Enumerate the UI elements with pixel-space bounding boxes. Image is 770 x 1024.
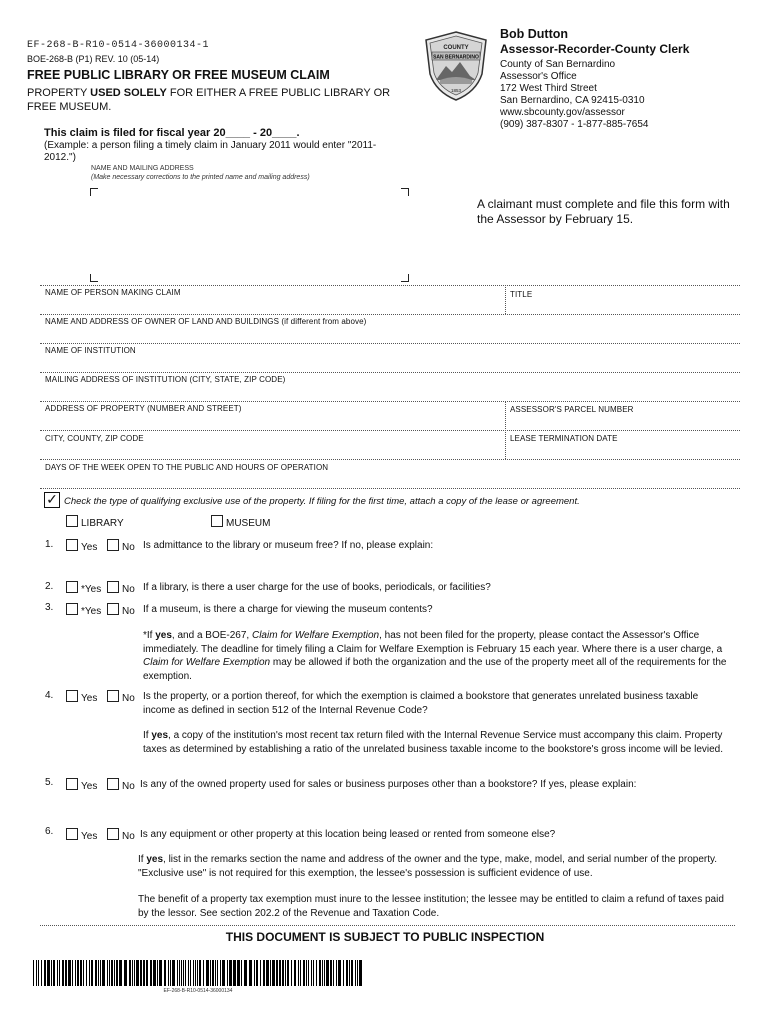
barcode-bar [116,960,118,986]
barcode-bar [89,960,90,986]
barcode-bar [102,960,105,986]
q3-yes-checkbox[interactable] [66,603,78,615]
barcode-bar [119,960,122,986]
barcode-bar [164,960,166,986]
barcode-bar [291,960,292,986]
barcode-bar [157,960,158,986]
barcode-bar [322,960,323,986]
divider [505,285,506,314]
name-address-label: NAME AND MAILING ADDRESS (Make necessary corrections to the printed name and mailing address) [91,165,310,181]
q2-text: If a library, is there a user charge for the use of books, periodicals, or facilities? [143,582,491,593]
q6-no-checkbox[interactable] [107,828,119,840]
q5-number: 5. [45,777,54,788]
barcode-bar [346,960,348,986]
barcode-bar [143,960,145,986]
barcode-bar [330,960,332,986]
barcode-bar [77,960,79,986]
field-claimant-name-row[interactable] [40,285,740,286]
barcode-bar [134,960,135,986]
barcode-bar [72,960,73,986]
field-institution-row[interactable] [40,343,740,344]
q5-yes-checkbox[interactable] [66,778,78,790]
q4-yes-checkbox[interactable] [66,690,78,702]
address-corner-br [401,274,409,282]
barcode-bar [311,960,312,986]
barcode-bar [298,960,299,986]
barcode-bar [109,960,110,986]
fiscal-year-line[interactable]: This claim is filed for fiscal year 20____ - 20____. [44,127,300,139]
barcode-bar [51,960,52,986]
barcode-bar [75,960,76,986]
q6-number: 6. [45,826,54,837]
barcode-bar [336,960,337,986]
barcode-bar [349,960,350,986]
q5-no-option[interactable]: No [107,778,135,793]
museum-checkbox[interactable] [211,515,223,527]
divider [40,925,735,926]
barcode-bar [279,960,281,986]
field-owner-row[interactable] [40,314,740,315]
q1-no-option[interactable]: No [107,539,135,554]
q1-text: Is admittance to the library or museum free? If no, please explain: [143,540,434,551]
barcode-bar [333,960,334,986]
city-label: CITY, COUNTY, ZIP CODE [45,434,144,443]
q6-text: Is any equipment or other property at this location being leased or rented from someone else? [140,829,556,840]
barcode-bar [316,960,317,986]
barcode-bar [80,960,82,986]
barcode-bar [220,960,221,986]
q2-number: 2. [45,581,54,592]
lessee-benefit-note: The benefit of a property tax exemption must inure to the lessee institution; the lessee may be entitled to claim a refund of taxes paid by the lessor. See section 202.2 of the Revenue and Taxation Code. [138,894,724,919]
lease-date-label: LEASE TERMINATION DATE [510,434,618,443]
owner-label: NAME AND ADDRESS OF OWNER OF LAND AND BUILDINGS (if different from above) [45,317,367,326]
barcode-bar [170,960,171,986]
q1-yes-option[interactable]: Yes [66,539,97,554]
barcode-bar [319,960,321,986]
assessor-name: Bob Dutton [500,27,569,41]
office-city: San Bernardino, CA 92415-0310 [500,95,645,106]
field-days-open-row[interactable] [40,459,740,460]
barcode-bar [129,960,131,986]
assessor-title: Assessor-Recorder-County Clerk [500,42,690,56]
barcode-bar [44,960,46,986]
q3-text: If a museum, is there a charge for viewing the museum contents? [143,604,433,615]
barcode-bar [36,960,37,986]
q5-yes-option[interactable]: Yes [66,778,97,793]
barcode-bar [57,960,58,986]
q3-yes-option[interactable]: *Yes [66,603,101,618]
barcode-bar [153,960,156,986]
barcode-bar [98,960,99,986]
barcode-bar [124,960,127,986]
svg-text:SAN BERNARDINO: SAN BERNARDINO [433,54,479,61]
barcode-bar [159,960,162,986]
field-city-row[interactable] [40,430,740,431]
barcode-bar [244,960,247,986]
barcode-bar [285,960,286,986]
q6-yes-checkbox[interactable] [66,828,78,840]
barcode-bar [217,960,218,986]
barcode-bar [38,960,39,986]
barcode-bar [359,960,362,986]
barcode-bar [168,960,169,986]
parcel-label: ASSESSOR'S PARCEL NUMBER [510,405,634,414]
public-inspection-notice: THIS DOCUMENT IS SUBJECT TO PUBLIC INSPECTION [225,930,545,944]
barcode-bar [212,960,214,986]
q2-no-option[interactable]: No [107,581,135,596]
barcode-bar [355,960,356,986]
barcode-bar [197,960,198,986]
barcode-bar [254,960,255,986]
barcode-bar [172,960,175,986]
barcode-bar [233,960,236,986]
barcode-bar [183,960,184,986]
office-phone: (909) 387-8307 - 1-877-885-7654 [500,119,649,130]
barcode-bar [47,960,50,986]
title-label: TITLE [510,290,533,299]
property-address-label: ADDRESS OF PROPERTY (NUMBER AND STREET) [45,404,242,413]
q6-yes-option[interactable]: Yes [66,828,97,843]
office-website: www.sbcounty.gov/assessor [500,107,625,118]
q4-text: Is the property, or a portion thereof, for which the exemption is claimed a bookstore that generates unrelated business taxable income as defined in section 512 of the Internal Revenue Code? [143,691,699,716]
field-mailing-row[interactable] [40,372,740,373]
barcode-bar [114,960,115,986]
q2-yes-checkbox[interactable] [66,581,78,593]
barcode-bar [300,960,301,986]
q3-number: 3. [45,602,54,613]
barcode-bar [324,960,325,986]
barcode-bar [33,960,34,986]
office-street: 172 West Third Street [500,83,597,94]
form-revision: BOE-268-B (P1) REV. 10 (05-14) [27,54,160,64]
q3-no-checkbox[interactable] [107,603,119,615]
library-option[interactable]: LIBRARY [66,515,124,529]
svg-text:COUNTY: COUNTY [443,45,469,51]
barcode-bar [199,960,201,986]
divider [40,488,740,489]
barcode-bar [241,960,242,986]
barcode-bar [326,960,329,986]
barcode-bar [181,960,182,986]
barcode-bar [41,960,42,986]
q4-note: If yes, a copy of the institution's most recent tax return filed with the Internal Revenue Service must accompany this claim. Property taxes as determined by establishing a ratio of the unrelated business taxable income to the bookstore's gross income will be levied. [143,730,724,755]
county-seal-icon [422,30,490,102]
barcode-bar [83,960,84,986]
q2-yes-option[interactable]: *Yes [66,581,101,596]
field-property-address-row[interactable] [40,401,740,402]
q5-text: Is any of the owned property used for sales or business purposes other than a bookstore? If yes, please explain: [140,779,637,790]
barcode-bar [62,960,64,986]
q2-no-checkbox[interactable] [107,581,119,593]
address-corner-tl [90,188,98,196]
form-title: FREE PUBLIC LIBRARY OR FREE MUSEUM CLAIM [27,68,330,82]
barcode-bar [270,960,271,986]
form-id: EF-268-B-R10-0514-36000134-1 [27,40,210,51]
barcode-bar [195,960,196,986]
barcode-bar [185,960,186,986]
barcode-bar [136,960,139,986]
claimant-name-label: NAME OF PERSON MAKING CLAIM [45,288,181,297]
barcode-bar [249,960,252,986]
barcode-bar [146,960,148,986]
barcode-bar [95,960,97,986]
county-name: County of San Bernardino [500,59,616,70]
library-checkbox[interactable] [66,515,78,527]
barcode-bar [140,960,142,986]
mailing-label: MAILING ADDRESS OF INSTITUTION (CITY, STATE, ZIP CODE) [45,375,286,384]
office-name: Assessor's Office [500,71,577,82]
barcode-bar [357,960,358,986]
barcode-bar [308,960,309,986]
q5-no-checkbox[interactable] [107,778,119,790]
barcode-bar [343,960,344,986]
barcode-bar [111,960,113,986]
q1-yes-checkbox[interactable] [66,539,78,551]
barcode-bar [193,960,194,986]
institution-label: NAME OF INSTITUTION [45,346,136,355]
barcode-bar [215,960,216,986]
barcode-bar [313,960,314,986]
q6-note: If yes, list in the remarks section the name and address of the owner and the type, make, model, and serial number of the property. "Exclusive use" is not required for this exemption, the lessee's possession is sufficient evidence of use. [138,854,718,879]
barcode-bar [53,960,55,986]
assessor-contact [500,27,750,131]
barcode-bar [229,960,232,986]
barcode-bar [179,960,180,986]
address-corner-bl [90,274,98,282]
barcode-bar [91,960,93,986]
barcode-bar [272,960,275,986]
use-type-instruction: Check the type of qualifying exclusive use of the property. If filing for the first time, attach a copy of the lease or agreement. [64,496,580,507]
barcode-bar [294,960,296,986]
fiscal-year-example: (Example: a person filing a timely claim in January 2011 would enter "2011-2012.") [44,140,377,163]
barcode-bar [351,960,353,986]
barcode-bar [206,960,209,986]
barcode-bar [132,960,133,986]
barcode-bar [177,960,178,986]
barcode-bar [306,960,307,986]
barcode-bar [210,960,211,986]
barcode-bar [256,960,258,986]
q6-no-option[interactable]: No [107,828,135,843]
barcode-bar [107,960,108,986]
barcode-bar [68,960,71,986]
q4-no-checkbox[interactable] [107,690,119,702]
barcode-bar [100,960,101,986]
barcode-bar [237,960,240,986]
barcode-bar [266,960,269,986]
address-window[interactable] [98,195,398,273]
welfare-exemption-note: *If yes, and a BOE-267, Claim for Welfare Exemption, has not been filed for the property, please contact the Assessor's Office immediately. The deadline for timely filing a Claim for Welfare Exemption is February 15 each year. Where there is a user charge, a Claim for Welfare Exemption may be allowed if both the organization and the use of the property meet all of the requirements for the exemption. [143,630,727,682]
barcode-bar [222,960,225,986]
barcode-bar [263,960,265,986]
museum-option[interactable]: MUSEUM [211,515,270,529]
q3-no-option[interactable]: No [107,603,135,618]
form-subtitle: PROPERTY USED SOLELY FOR EITHER A FREE PUBLIC LIBRARY OR FREE MUSEUM. [27,87,391,113]
barcode-bar [260,960,261,986]
address-corner-tr [401,188,409,196]
barcode-bar [276,960,278,986]
barcode-bar [188,960,189,986]
barcode-text: EF-268-B-R10-0514-36000134 [163,988,233,994]
barcode-bar [338,960,341,986]
barcode-bar [86,960,87,986]
days-open-label: DAYS OF THE WEEK OPEN TO THE PUBLIC AND HOURS OF OPERATION [45,463,329,472]
check-icon: ✓ [44,492,60,508]
q4-no-option[interactable]: No [107,690,135,705]
barcode-bar [282,960,284,986]
svg-text:1853: 1853 [450,88,462,93]
q4-yes-option[interactable]: Yes [66,690,97,705]
barcode-bar [190,960,191,986]
barcode-bar [287,960,289,986]
q4-number: 4. [45,690,54,701]
barcode-bar [203,960,204,986]
filing-deadline-note: A claimant must complete and file this form with the Assessor by February 15. [477,197,730,226]
barcode-bar [303,960,305,986]
barcode-bar [150,960,152,986]
barcode-bar [227,960,228,986]
barcode-bar [65,960,67,986]
barcode-icon [33,960,363,986]
barcode-bar [59,960,60,986]
q1-number: 1. [45,539,54,550]
q1-no-checkbox[interactable] [107,539,119,551]
